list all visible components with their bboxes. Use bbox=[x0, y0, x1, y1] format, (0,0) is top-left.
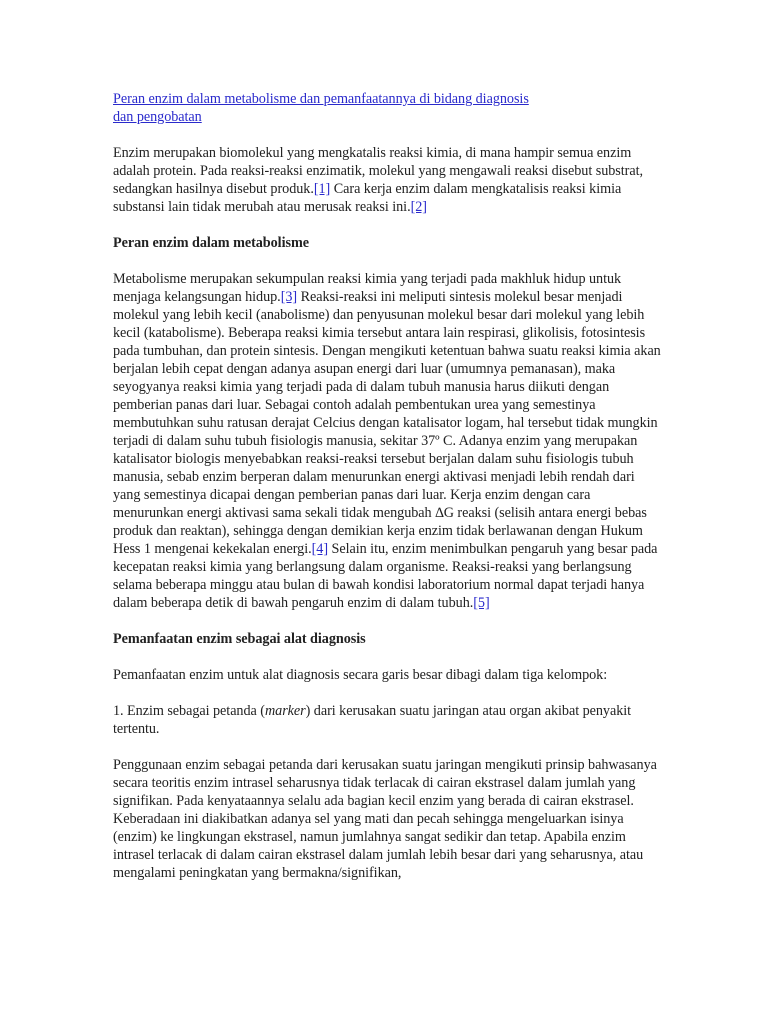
metabolism-paragraph bbox=[113, 270, 661, 612]
section-heading-metabolism: Peran enzim dalam metabolisme bbox=[113, 235, 309, 251]
intro-text-1: Enzim merupakan biomolekul yang mengkatalis reaksi kimia, di mana hampir semua enzim adalah protein. Pada reaksi-reaksi enzimatik, molekul yang mengawali reaksi disebut substrat, sedangkan hasilnya disebut produk. bbox=[113, 145, 643, 197]
item1-text-b: ) dari kerusakan suatu jaringan atau organ akibat penyakit tertentu. bbox=[113, 703, 632, 737]
title-line-1: Peran enzim dalam metabolisme dan pemanfaatannya di bidang diagnosis bbox=[113, 91, 529, 107]
ref-link-3[interactable]: [3] bbox=[280, 289, 298, 305]
section-heading-diagnosis: Pemanfaatan enzim sebagai alat diagnosis bbox=[113, 631, 366, 647]
diagnosis-item-1 bbox=[113, 702, 661, 738]
metabolism-text-3: Selain itu, enzim menimbulkan pengaruh yang besar pada kecepatan reaksi kimia yang berlangsung dalam organisme. Reaksi-reaksi yang berlangsung selama beberapa minggu atau bulan di bawah kondisi laboratorium normal dapat terjadi hanya dalam beberapa detik di bawah pengaruh enzim di dalam tubuh. bbox=[113, 541, 658, 611]
intro-text-2: Cara kerja enzim dalam mengkatalisis reaksi kimia substansi lain tidak merubah atau merusak reaksi ini. bbox=[113, 181, 622, 215]
ref-link-2[interactable]: [2] bbox=[410, 199, 427, 215]
item1-marker-term: marker bbox=[264, 703, 306, 719]
diagnosis-intro-paragraph: Pemanfaatan enzim untuk alat diagnosis secara garis besar dibagi dalam tiga kelompok: bbox=[113, 667, 608, 683]
title-link[interactable] bbox=[113, 90, 661, 126]
item1-text-a: 1. Enzim sebagai petanda ( bbox=[113, 703, 265, 719]
ref-link-4[interactable]: [4] bbox=[311, 541, 329, 557]
marker-principle-paragraph: Penggunaan enzim sebagai petanda dari kerusakan suatu jaringan mengikuti prinsip bahwasanya secara teoritis enzim intrasel seharusnya tidak terlacak di cairan ekstrasel dalam jumlah yang signifikan. Pada kenyataannya selalu ada bagian kecil enzim yang berada di cairan ekstrasel. Keberadaan ini diakibatkan adanya sel yang mati dan pecah sehingga mengeluarkan isinya (enzim) ke lingkungan ekstrasel, namun jumlahnya sangat sedikir dan tetap. Apabila enzim intrasel terlacak di dalam cairan ekstrasel dalam jumlah lebih besar dari yang seharusnya, atau mengalami peningkatan yang bermakna/signifikan, bbox=[113, 757, 657, 881]
title-line-2: dan pengobatan bbox=[113, 109, 202, 125]
ref-link-5[interactable]: [5] bbox=[473, 595, 490, 611]
ref-link-1[interactable]: [1] bbox=[313, 181, 331, 197]
intro-paragraph bbox=[113, 144, 661, 216]
document-page bbox=[113, 90, 661, 900]
metabolism-text-2: Reaksi-reaksi ini meliputi sintesis molekul besar menjadi molekul yang lebih kecil (anabolisme) dan penyusunan molekul besar dari molekul yang lebih kecil (katabolisme). Beberapa reaksi kimia tersebut antara lain respirasi, glikolisis, fotosintesis pada tumbuhan, dan protein sintesis. Dengan mengikuti ketentuan bahwa suatu reaksi kimia akan berjalan lebih cepat dengan adanya asupan energi dari luar (umumnya pemanasan), maka seyogyanya reaksi kimia yang terjadi pada di dalam tubuh manusia harus diikuti dengan pemberian panas dari luar. Sebagai contoh adalah pembentukan urea yang semestinya membutuhkan suhu ratusan derajat Celcius dengan katalisator logam, hal tersebut tidak mungkin terjadi di dalam suhu tubuh fisiologis manusia, sekitar 37º C. Adanya enzim yang merupakan katalisator biologis menyebabkan reaksi-reaksi tersebut berjalan dalam suhu fisiologis tubuh manusia, sebab enzim berperan dalam menurunkan energi aktivasi menjadi lebih rendah dari yang semestinya dicapai dengan pemberian panas dari luar. Kerja enzim dengan cara menurunkan energi aktivasi sama sekali tidak mengubah ∆G reaksi (selisih antara energi bebas produk dan reaktan), sehingga dengan demikian kerja enzim tidak berlawanan dengan Hukum Hess 1 mengenai kekekalan energi. bbox=[113, 289, 661, 557]
metabolism-text-1: Metabolisme merupakan sekumpulan reaksi kimia yang terjadi pada makhluk hidup untuk menjaga kelangsungan hidup. bbox=[113, 271, 622, 305]
